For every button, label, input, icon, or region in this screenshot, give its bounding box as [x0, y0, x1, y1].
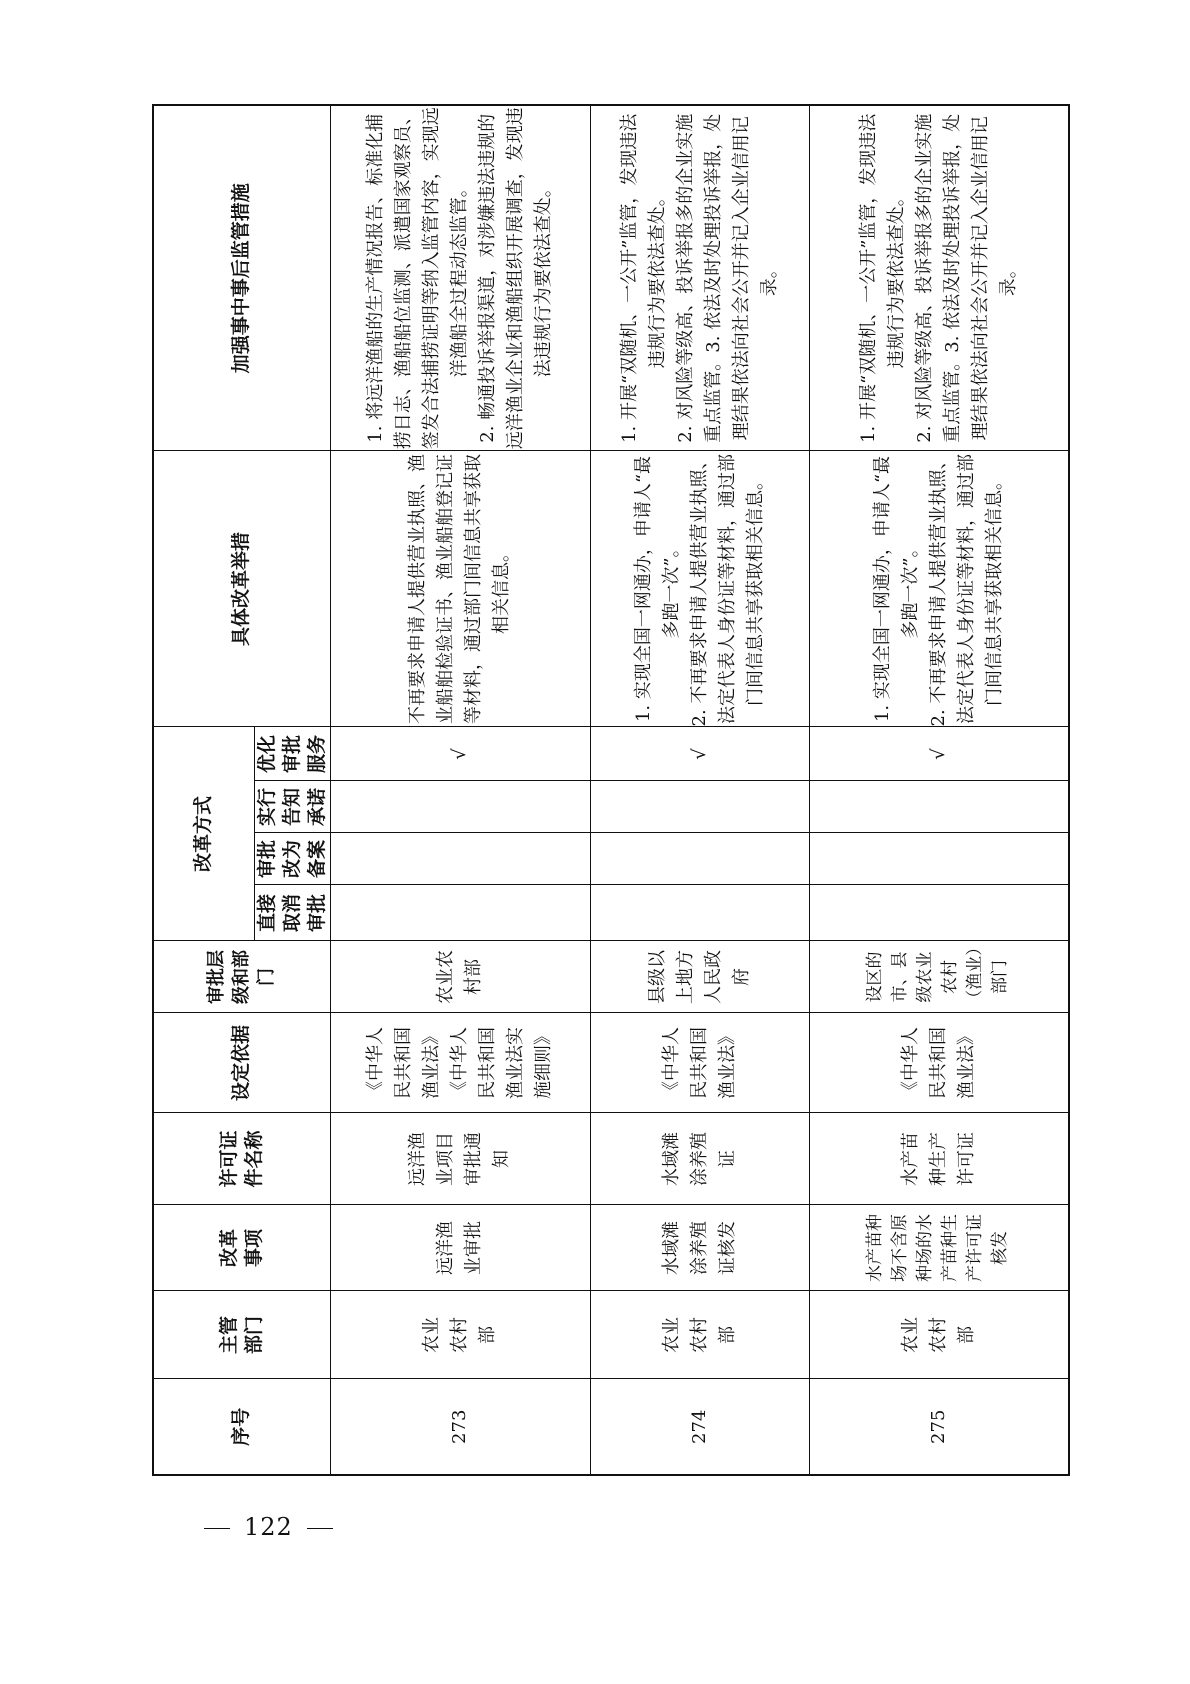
header-supervision: 加强事中事后监管措施	[153, 105, 330, 451]
cell-mode-notify	[590, 781, 809, 833]
table-row-274	[590, 105, 809, 1475]
header-seq: 序号	[153, 1379, 330, 1475]
measure-item: 1. 实现全国一网通办，申请人“最多跑一次”。	[871, 455, 921, 723]
header-license: 许可证件名称	[153, 1113, 330, 1205]
cell-dept: 农业农村部	[590, 1291, 809, 1379]
header-measures: 具体改革举措	[153, 451, 330, 727]
measure-item: 1. 实现全国一网通办，申请人“最多跑一次”。	[632, 455, 682, 723]
supervision-item: 1. 将远洋渔船的生产情况报告、标准化捕捞日志、渔船船位监测、派遣国家观察员、签发合法捕捞证明等纳入监管内容，实现远洋渔船全过程动态监管。	[365, 107, 470, 450]
measure-item: 2. 不再要求申请人提供营业执照、法定代表人身份证等材料，通过部门间信息共享获取相关信息。	[688, 451, 766, 727]
cell-mode-cancel	[809, 885, 1069, 941]
supervision-item: 1. 开展“双随机、一公开”监管，发现违法违规行为要依法查处。	[857, 113, 907, 443]
cell-seq: 275	[809, 1379, 1069, 1475]
cell-item: 水产苗种场不含原种场的水产苗种生产许可证核发	[809, 1205, 1069, 1291]
header-mode-optimize: 优化审批服务	[254, 727, 330, 781]
dash-left	[204, 1528, 230, 1529]
table-row-275	[809, 105, 1069, 1475]
cell-mode-cancel	[330, 885, 590, 941]
cell-mode-filing	[330, 833, 590, 885]
cell-mode-notify	[330, 781, 590, 833]
cell-level: 设区的市、县级农业农村（渔业）部门	[809, 941, 1069, 1013]
measure-item: 2. 不再要求申请人提供营业执照、法定代表人身份证等材料，通过部门间信息共享获取相关信息。	[927, 451, 1005, 727]
header-mode-filing: 审批改为备案	[254, 833, 330, 885]
reform-table	[152, 104, 1070, 1476]
header-mode-cancel: 直接取消审批	[254, 885, 330, 941]
cell-mode-notify	[809, 781, 1069, 833]
header-level: 审批层级和部门	[153, 941, 330, 1013]
header-mode-notify: 实行告知承诺	[254, 781, 330, 833]
cell-seq: 274	[590, 1379, 809, 1475]
cell-basis: 《中华人民共和国渔业法》《中华人民共和国渔业法实施细则》	[330, 1013, 590, 1113]
cell-measures	[590, 451, 809, 727]
header-basis: 设定依据	[153, 1013, 330, 1113]
cell-mode-cancel	[590, 885, 809, 941]
page-number-text: 122	[244, 1513, 293, 1541]
supervision-item: 2. 对风险等级高、投诉举报多的企业实施重点监管。3. 依法及时处理投诉举报，处理结果依法向社会公开并记入企业信用记录。	[674, 113, 780, 443]
header-dept: 主管部门	[153, 1291, 330, 1379]
check-mark-icon: √	[590, 727, 809, 781]
check-mark-icon: √	[330, 727, 590, 781]
supervision-item: 1. 开展“双随机、一公开”监管，发现违法违规行为要依法查处。	[618, 113, 668, 443]
cell-item: 远洋渔业审批	[330, 1205, 590, 1291]
supervision-item: 2. 畅通投诉举报渠道，对涉嫌违法违规的远洋渔业企业和渔船组织开展调查，发现违法违规行为要依法查处。	[477, 107, 554, 450]
cell-supervision	[330, 105, 590, 451]
header-item: 改革事项	[153, 1205, 330, 1291]
cell-measures	[330, 451, 590, 727]
cell-license: 水产苗种生产许可证	[809, 1113, 1069, 1205]
cell-dept: 农业农村部	[809, 1291, 1069, 1379]
cell-license: 水域滩涂养殖证	[590, 1113, 809, 1205]
cell-measures	[809, 451, 1069, 727]
cell-mode-filing	[809, 833, 1069, 885]
supervision-item: 2. 对风险等级高、投诉举报多的企业实施重点监管。3. 依法及时处理投诉举报，处理结果依法向社会公开并记入企业信用记录。	[913, 113, 1019, 443]
cell-basis: 《中华人民共和国渔业法》	[809, 1013, 1069, 1113]
cell-supervision	[809, 105, 1069, 451]
cell-item: 水域滩涂养殖证核发	[590, 1205, 809, 1291]
cell-level: 农业农村部	[330, 941, 590, 1013]
measure-text: 不再要求申请人提供营业执照、渔业船舶检验证书、渔业船舶登记证等材料，通过部门间信息共享获取相关信息。	[407, 453, 512, 724]
rotated-table-container	[152, 107, 1038, 1476]
cell-seq: 273	[330, 1379, 590, 1475]
check-mark-icon: √	[809, 727, 1069, 781]
page-number	[190, 1513, 347, 1541]
cell-supervision	[590, 105, 809, 451]
header-reform-mode: 改革方式	[153, 727, 254, 941]
cell-mode-filing	[590, 833, 809, 885]
cell-license: 远洋渔业项目审批通知	[330, 1113, 590, 1205]
table-row-273	[330, 105, 590, 1475]
cell-basis: 《中华人民共和国渔业法》	[590, 1013, 809, 1113]
cell-dept: 农业农村部	[330, 1291, 590, 1379]
cell-level: 县级以上地方人民政府	[590, 941, 809, 1013]
dash-right	[307, 1528, 333, 1529]
